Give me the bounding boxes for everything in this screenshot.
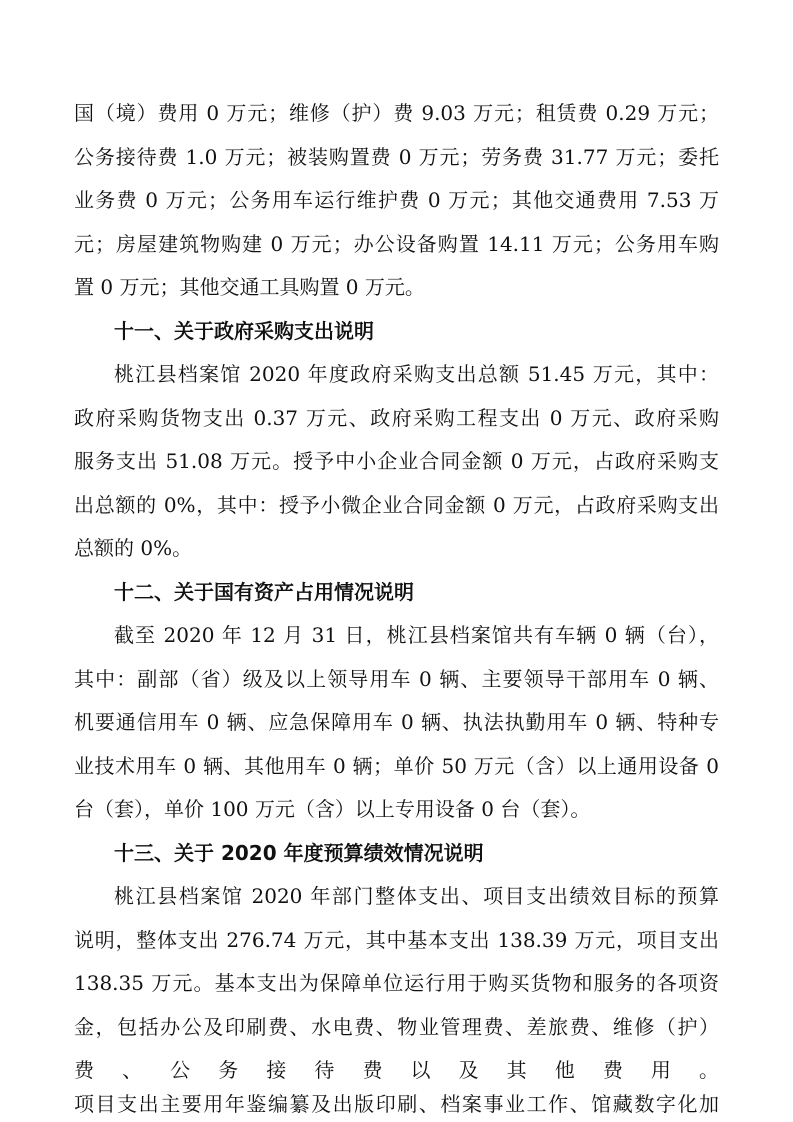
paragraph-line: 国（境）费用 0 万元；维修（护）费 9.03 万元；租赁费 0.29 万元；	[74, 101, 719, 125]
paragraph-line: 说明，整体支出 276.74 万元，其中基本支出 138.39 万元，项目支出	[74, 928, 719, 952]
paragraph-line: 出总额的 0%，其中：授予小微企业合同金额 0 万元，占政府采购支出	[74, 493, 719, 517]
section-heading: 十一、关于政府采购支出说明	[114, 319, 374, 343]
paragraph-line: 桃江县档案馆 2020 年度政府采购支出总额 51.45 万元，其中：	[114, 362, 719, 386]
paragraph-line: 业务费 0 万元；公务用车运行维护费 0 万元；其他交通费用 7.53 万	[74, 188, 719, 212]
paragraph-line: 公务接待费 1.0 万元；被装购置费 0 万元；劳务费 31.77 万元；委托	[74, 145, 719, 169]
paragraph-line: 机要通信用车 0 辆、应急保障用车 0 辆、执法执勤用车 0 辆、特种专	[74, 710, 719, 734]
paragraph-line: 138.35 万元。基本支出为保障单位运行用于购买货物和服务的各项资	[74, 971, 719, 995]
paragraph-line: 台（套），单价 100 万元（含）以上专用设备 0 台（套）。	[74, 797, 591, 821]
paragraph-line: 政府采购货物支出 0.37 万元、政府采购工程支出 0 万元、政府采购	[74, 406, 719, 430]
section-heading: 十三、关于 2020 年度预算绩效情况说明	[114, 841, 484, 865]
paragraph-line: 业技术用车 0 辆、其他用车 0 辆；单价 50 万元（含）以上通用设备 0	[74, 754, 719, 778]
paragraph-line: 总额的 0%。	[74, 536, 193, 560]
paragraph-line: 截至 2020 年 12 月 31 日，桃江县档案馆共有车辆 0 辆（台），	[114, 623, 719, 647]
section-heading: 十二、关于国有资产占用情况说明	[114, 580, 414, 604]
paragraph-line: 元；房屋建筑物购建 0 万元；办公设备购置 14.11 万元；公务用车购	[74, 232, 719, 256]
paragraph-line: 金，包括办公及印刷费、水电费、物业管理费、差旅费、维修（护）	[74, 1015, 719, 1039]
paragraph-line: 桃江县档案馆 2020 年部门整体支出、项目支出绩效目标的预算	[114, 884, 719, 908]
paragraph-line: 其中：副部（省）级及以上领导用车 0 辆、主要领导干部用车 0 辆、	[74, 667, 719, 691]
paragraph-line: 费 、 公 务 接 待 费 以 及 其 他 费 用 。	[74, 1058, 719, 1082]
paragraph-line: 置 0 万元；其他交通工具购置 0 万元。	[74, 275, 425, 299]
paragraph-line: 项目支出主要用年鉴编纂及出版印刷、档案事业工作、馆藏数字化加	[74, 1092, 719, 1116]
paragraph-line: 服务支出 51.08 万元。授予中小企业合同金额 0 万元，占政府采购支	[74, 449, 719, 473]
